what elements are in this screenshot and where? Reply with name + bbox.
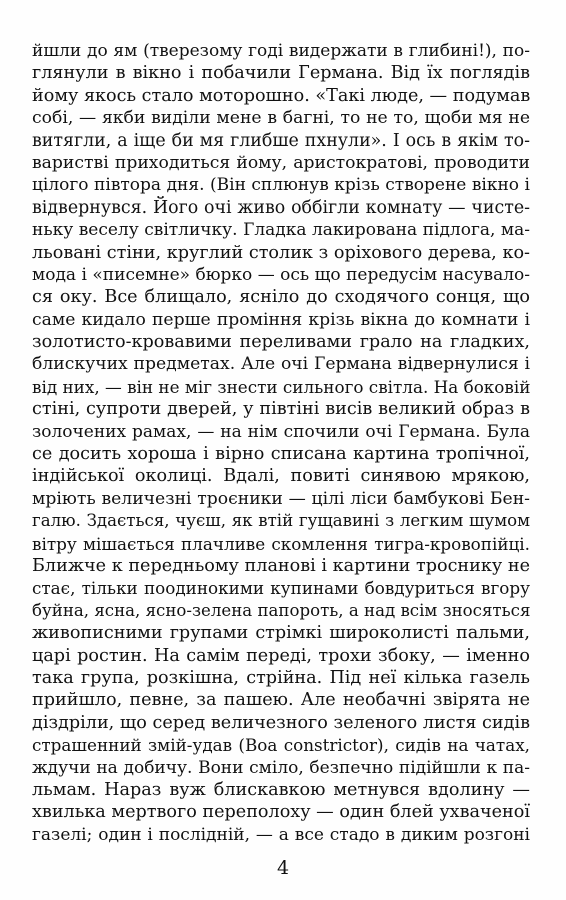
text-line: блискучих предметах. Але очі Германа відвернулися і — [32, 354, 530, 375]
page-number: 4 — [276, 857, 290, 879]
text-line: царі ростин. На самім переді, трохи збоку, — іменно — [32, 645, 530, 666]
text-line: собі, — якби виділи мене в багні, то не то, щоби мя не — [32, 108, 530, 129]
text-line: золочених рамах, — на нім спочили очі Германа. Була — [32, 421, 530, 442]
text-line: варистві приходиться йому, аристократові, проводити — [32, 152, 530, 173]
text-line: витягли, а іще би мя глибше пхнули». І ось в якім то- — [32, 130, 530, 151]
text-line: ньку веселу світличку. Гладка лакирована підлога, ма- — [32, 220, 530, 241]
text-line: вітру мішається плачливе скомлення тигра-кровопійці. — [32, 533, 530, 554]
text-line: буйна, ясна, ясно-зелена папороть, а над всім зносяться — [32, 600, 531, 620]
text-line: се досить хороша і вірно списана картина тропічної, — [32, 444, 530, 465]
text-line: хвилька мертвого переполоху — один блей ухваченої — [32, 802, 530, 823]
text-line: ждучи на добичу. Вони сміло, безпечно підійшли к па- — [32, 757, 530, 778]
text-line: саме кидало перше проміння крізь вікна до комнати і — [32, 309, 530, 330]
text-line: від них, — він не міг знести сильного світла. На боковій — [32, 376, 531, 397]
text-line: відвернувся. Його очі живо оббігли комнату — чисте- — [32, 197, 530, 218]
text-line: глянули в вікно і побачили Германа. Від їх поглядів — [32, 63, 530, 84]
text-line: стає, тільки поодинокими купинами бовдуриться вгору — [32, 578, 530, 599]
text-line: індійської околиці. Вдалі, повиті синявою мрякою, — [32, 466, 530, 487]
text-line: газелі; один і послідній, — а все стадо в диким розгоні — [32, 824, 530, 845]
text-line: ся оку. Все блищало, ясніло до сходячого сонця, що — [32, 287, 530, 308]
text-line: галю. Здається, чуєш, як втій гущавині з легким шумом — [32, 511, 530, 531]
text-line: Ближче к передньому планові і картини троснику не — [32, 555, 530, 576]
text-line: цілого півтора дня. (Він сплюнув крізь створене вікно і — [32, 175, 530, 196]
text-line: золотисто-кровавими переливами грало на гладких, — [32, 332, 530, 353]
text-line: йому якось стало моторошно. «Такі люде, — подумав — [32, 85, 531, 106]
text-line: мріють величезні троєники — цілі ліси бамбукові Бен- — [32, 488, 530, 509]
text-line: стіні, супроти дверей, у півтіні висів великий образ в — [32, 399, 530, 420]
text-line: прийшло, певне, за пашею. Але необачні звірята не — [32, 690, 530, 711]
body-text — [32, 40, 530, 846]
text-line: йшли до ям (тверезому годі видержати в глибині!), по- — [32, 41, 530, 61]
text-line: страшенний змій-удав (Boa constrictor), сидів на чатах, — [32, 735, 530, 756]
text-line: діздріли, що серед величезного зеленого листя сидів — [32, 712, 530, 733]
text-line: мода і «писемне» бюрко — ось що передусім насувало- — [32, 264, 530, 285]
text-line: льовані стіни, круглий столик з оріхового дерева, ко- — [32, 242, 530, 263]
text-line: живописними групами стрімкі широколисті пальми, — [32, 623, 530, 644]
text-line: така група, розкішна, стрійна. Під неї кілька газель — [32, 667, 530, 688]
text-line: льмам. Нараз вуж блискавкою метнувся вдолину — — [32, 779, 530, 800]
